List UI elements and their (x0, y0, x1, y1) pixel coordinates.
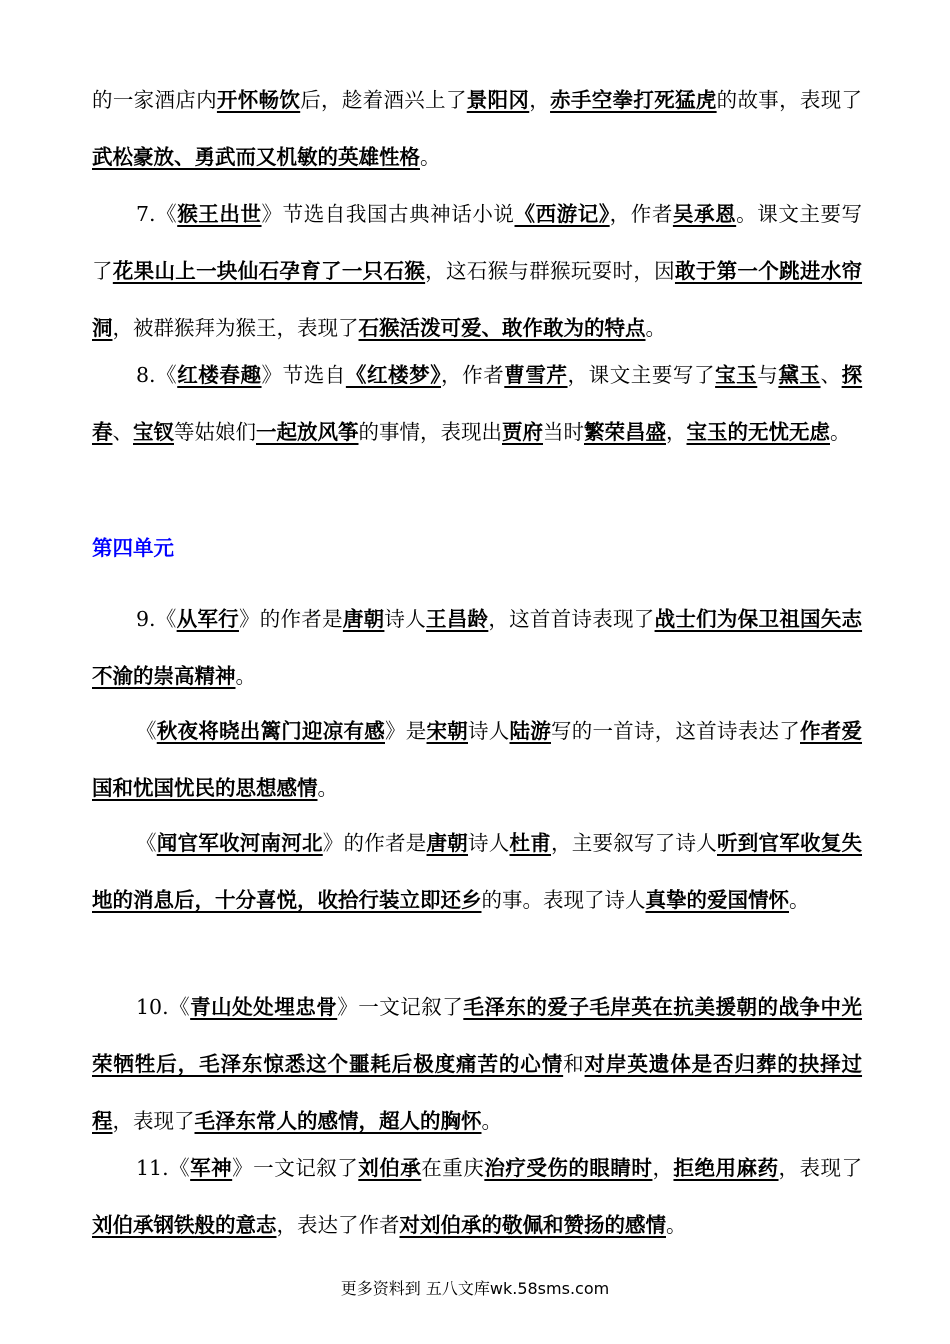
paragraph-9 (92, 591, 862, 705)
text-run: 》节选自我国古典神话小说 (261, 202, 515, 226)
underlined-answer: 红楼春趣 (177, 363, 262, 387)
underlined-answer: 杜甫 (509, 831, 551, 855)
text-run: ，表现了 (778, 1156, 863, 1180)
text-run: ，这石猴与群猴玩耍时，因 (425, 259, 675, 283)
underlined-answer: 敢于第一个跳进水帘洞 (92, 259, 863, 340)
underlined-answer: 一起放风筝 (256, 420, 359, 444)
text-run: 》节选自 (261, 363, 346, 387)
underlined-answer: 宝玉的无忧无虑 (686, 420, 830, 444)
paragraph-7 (92, 186, 862, 357)
paragraph-10 (92, 979, 862, 1150)
underlined-answer: 《红楼梦》 (345, 363, 442, 387)
underlined-answer: 作者爱国和忧国忧民的思想感情 (92, 719, 862, 800)
underlined-answer: 武松豪放、勇武而又机敏的英雄性格 (92, 145, 420, 169)
text-run: 。 (235, 664, 256, 688)
underlined-answer: 陆游 (509, 719, 551, 743)
text-run: 诗人 (468, 719, 510, 743)
paragraph-6-continued (92, 72, 862, 186)
text-run: 》是 (385, 719, 427, 743)
text-run: ， (666, 420, 687, 444)
unit-heading: 第四单元 (92, 536, 174, 560)
text-run: 7.《 (136, 202, 178, 226)
underlined-answer: 《西游记》 (514, 202, 610, 226)
text-run: 《 (136, 719, 157, 743)
underlined-answer: 真挚的爱国情怀 (645, 888, 789, 912)
underlined-answer: 从军行 (176, 607, 239, 631)
text-run: 10.《 (136, 995, 191, 1019)
text-run: ， (529, 88, 551, 112)
underlined-answer: 宝玉 (715, 363, 758, 387)
text-run: 在重庆 (421, 1156, 485, 1180)
text-run: ， (652, 1156, 674, 1180)
underlined-answer: 开怀畅饮 (216, 88, 301, 112)
text-run: 、 (112, 420, 133, 444)
underlined-answer: 青山处处埋忠骨 (190, 995, 338, 1019)
text-run: 与 (757, 363, 779, 387)
underlined-answer: 秋夜将晓出篱门迎凉有感 (156, 719, 385, 743)
text-run: 。课文主要写了 (92, 202, 863, 283)
underlined-answer: 刘伯承 (358, 1156, 422, 1180)
underlined-answer: 毛泽东常人的感情，超人的胸怀 (194, 1109, 482, 1133)
underlined-answer: 花果山上一块仙石孕育了一只石猴 (112, 259, 426, 283)
underlined-answer: 曹雪芹 (504, 363, 568, 387)
paragraph-9c (92, 815, 862, 929)
text-run: 写的一首诗，这首诗表达了 (551, 719, 800, 743)
underlined-answer: 王昌龄 (425, 607, 489, 631)
underlined-answer: 猴王出世 (177, 202, 262, 226)
text-run: 。 (317, 776, 338, 800)
underlined-answer: 刘伯承钢铁般的意志 (92, 1213, 277, 1237)
text-run: 。 (420, 145, 441, 169)
paragraph-8 (92, 347, 862, 461)
footer-watermark: 更多资料到 五八文库wk.58sms.com (340, 1279, 610, 1298)
text-run: 当时 (543, 420, 584, 444)
text-run: ，作者 (609, 202, 673, 226)
text-run: 诗人 (468, 831, 510, 855)
underlined-answer: 唐朝 (342, 607, 385, 631)
underlined-answer: 拒绝用麻药 (673, 1156, 779, 1180)
underlined-answer: 听到官军收复失地的消息后，十分喜悦，收拾行装立即还乡 (92, 831, 862, 912)
text-run: 》一文记叙了 (337, 995, 464, 1019)
text-run: ，主要叙写了诗人 (551, 831, 717, 855)
text-run: 》一文记叙了 (232, 1156, 359, 1180)
underlined-answer: 探春 (92, 363, 863, 444)
text-run: 等姑娘们 (174, 420, 256, 444)
underlined-answer: 唐朝 (426, 831, 468, 855)
text-run: 的一家酒店内 (92, 88, 217, 112)
underlined-answer: 石猴活泼可爱、敢作敢为的特点 (358, 316, 646, 340)
text-run: 》的作者是 (322, 831, 427, 855)
text-run: 的事。表现了诗人 (481, 888, 646, 912)
underlined-answer: 赤手空拳打死猛虎 (550, 88, 717, 112)
underlined-answer: 黛玉 (778, 363, 821, 387)
underlined-answer: 繁荣昌盛 (584, 420, 666, 444)
underlined-answer: 贾府 (502, 420, 543, 444)
underlined-answer: 毛泽东的爱子毛岸英在抗美援朝的战争中光荣牺牲后，毛泽东惊悉这个噩耗后极度痛苦的心情 (92, 995, 863, 1076)
text-run: 和 (563, 1052, 585, 1076)
text-run: ，表达了作者 (276, 1213, 400, 1237)
underlined-answer: 宋朝 (426, 719, 468, 743)
paragraph-11 (92, 1140, 862, 1254)
text-run: 。 (645, 316, 666, 340)
underlined-answer: 景阳冈 (466, 88, 530, 112)
text-run: 的故事，表现了 (716, 88, 863, 112)
text-run: 诗人 (384, 607, 426, 631)
text-run: 9.《 (136, 607, 177, 631)
text-run: 、 (820, 363, 842, 387)
paragraph-9b (92, 703, 862, 817)
underlined-answer: 宝钗 (133, 420, 174, 444)
text-run: 11.《 (136, 1156, 191, 1180)
text-run: 。 (830, 420, 851, 444)
underlined-answer: 吴承恩 (672, 202, 737, 226)
text-run: 。 (481, 1109, 502, 1133)
underlined-answer: 闻官军收河南河北 (156, 831, 323, 855)
underlined-answer: 治疗受伤的眼睛时 (484, 1156, 653, 1180)
text-run: ，这首首诗表现了 (488, 607, 655, 631)
text-run: 》的作者是 (238, 607, 343, 631)
text-run: 后，趁着酒兴上了 (300, 88, 467, 112)
text-run: ，表现了 (112, 1109, 195, 1133)
text-run: 《 (136, 831, 157, 855)
underlined-answer: 军神 (190, 1156, 233, 1180)
text-run: 。 (666, 1213, 687, 1237)
text-run: ，作者 (441, 363, 505, 387)
underlined-answer: 对刘伯承的敬佩和赞扬的感情 (399, 1213, 666, 1237)
text-run: 。 (789, 888, 810, 912)
underlined-answer: 对岸英遗体是否归葬的抉择过程 (92, 1052, 863, 1133)
text-run: ，课文主要写了 (567, 363, 716, 387)
underlined-answer: 战士们为保卫祖国矢志不渝的崇高精神 (92, 607, 863, 688)
text-run: 的事情，表现出 (358, 420, 502, 444)
text-run: ，被群猴拜为猴王，表现了 (112, 316, 359, 340)
text-run: 8.《 (136, 363, 178, 387)
